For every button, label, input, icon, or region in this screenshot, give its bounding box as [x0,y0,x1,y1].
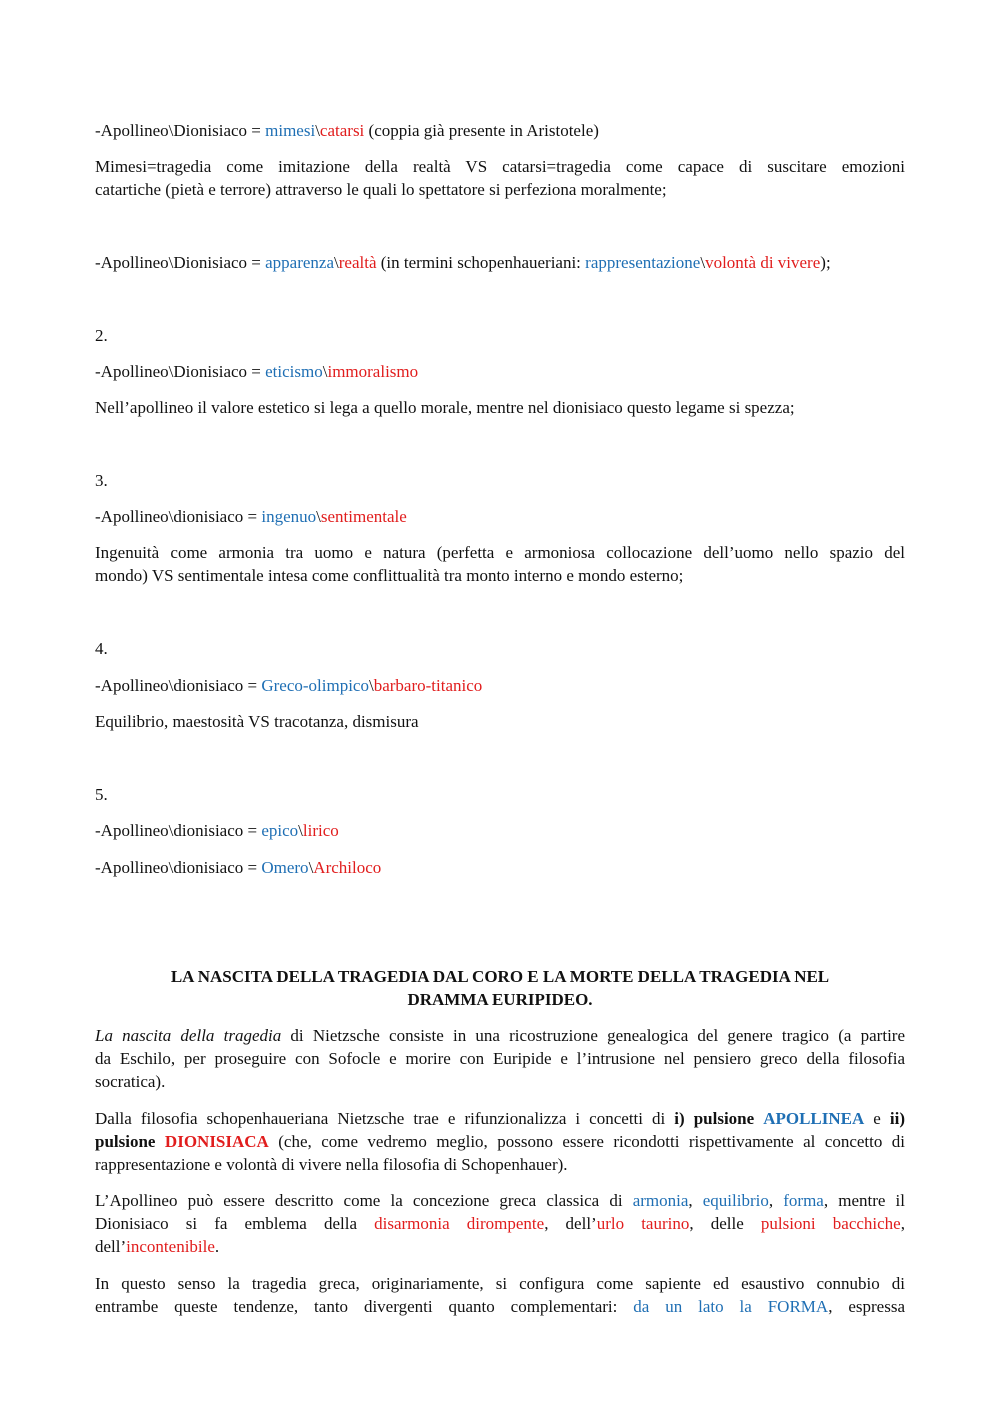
list-number-3: 3. [95,471,108,490]
book-title: La nascita della tragedia [95,1026,282,1045]
list-number-2: 2. [95,326,108,345]
term-catarsi: catarsi [319,121,365,140]
para1-line2: da Eschilo, per proseguire con Sofocle e morire con Euripide e l’intrusione nel pensiero greco della filosofia [95,1049,905,1068]
para1-line3: socratica). [95,1072,166,1091]
line-mimesi-catarsi: -Apollineo\Dionisiaco = mimesi\catarsi (coppia già presente in Aristotele) [95,121,599,140]
line-epico-lirico: -Apollineo\dionisiaco = epico\lirico [95,821,339,840]
para2-line1: Dalla filosofia schopenhaueriana Nietzsche trae e rifunzionalizza i concetti di i) pulsione APOLLINEA e ii) [95,1109,905,1128]
term-disarmonia: disarmonia dirompente [374,1214,545,1233]
term-rappresentazione: rappresentazione [585,253,701,272]
term-mimesi: mimesi [265,121,316,140]
term-archiloco: Archiloco [313,858,382,877]
term-barbaro-titanico: barbaro-titanico [373,676,483,695]
line-greco-barbaro: -Apollineo\dionisiaco = Greco-olimpico\barbaro-titanico [95,676,483,695]
term-forma: forma [783,1191,824,1210]
term-apollinea: APOLLINEA [763,1109,865,1128]
paragraph-ingenuita-line2: mondo) VS sentimentale intesa come conflittualità tra monto interno e mondo esterno; [95,566,684,585]
line-eticismo-immoralismo: -Apollineo\Dionisiaco = eticismo\immoralismo [95,362,419,381]
term-armonia: armonia [632,1191,689,1210]
term-apparenza: apparenza [265,253,335,272]
term-lirico: lirico [302,821,339,840]
term-equilibrio: equilibrio [702,1191,769,1210]
para3-line2: Dionisiaco si fa emblema della disarmonia dirompente, dell’urlo taurino, delle pulsioni bacchiche, [95,1214,905,1233]
para1-line1: La nascita della tragedia di Nietzsche consiste in una ricostruzione genealogica del genere tragico (a partire [95,1026,905,1045]
term-immoralismo: immoralismo [327,362,419,381]
line-ingenuo-sentimentale: -Apollineo\dionisiaco = ingenuo\sentimentale [95,507,407,526]
paragraph-mimesi-line1: Mimesi=tragedia come imitazione della realtà VS catarsi=tragedia come capace di suscitare emozioni [95,157,905,176]
para4-line1: In questo senso la tragedia greca, originariamente, si configura come sapiente ed esaustivo connubio di [95,1274,905,1293]
para3-line1: L’Apollineo può essere descritto come la concezione greca classica di armonia, equilibrio, forma, mentre il [95,1191,905,1210]
term-ingenuo: ingenuo [261,507,317,526]
para2-line3: rappresentazione e volontà di vivere nella filosofia di Schopenhauer). [95,1155,568,1174]
para4-line2: entrambe queste tendenze, tanto divergenti quanto complementari: da un lato la FORMA, espressa [95,1297,905,1316]
term-forma-upper: da un lato la FORMA [633,1297,829,1316]
term-epico: epico [261,821,299,840]
term-eticismo: eticismo [265,362,323,381]
para2-line2: pulsione DIONISIACA (che, come vedremo meglio, possono essere ricondotti rispettivamente al concetto di [95,1132,905,1151]
line-apparenza-realta: -Apollineo\Dionisiaco = apparenza\realtà (in termini schopenhaueriani: rappresentazione\volontà di vivere); [95,253,831,272]
paragraph-ingenuita-line1: Ingenuità come armonia tra uomo e natura (perfetta e armoniosa collocazione dell’uomo nello spazio del [95,543,905,562]
list-number-4: 4. [95,639,108,658]
term-incontenibile: incontenibile [126,1237,215,1256]
term-realta: realtà [338,253,377,272]
list-number-5: 5. [95,785,108,804]
term-greco-olimpico: Greco-olimpico [261,676,369,695]
paragraph-mimesi-line2: catartiche (pietà e terrore) attraverso le quali lo spettatore si perfeziona moralmente; [95,180,667,199]
term-pulsioni-bacchiche: pulsioni bacchiche [760,1214,901,1233]
term-urlo-taurino: urlo taurino [596,1214,690,1233]
term-sentimentale: sentimentale [320,507,407,526]
paragraph-equilibrio: Equilibrio, maestosità VS tracotanza, dismisura [95,712,419,731]
term-omero: Omero [261,858,309,877]
paragraph-apollineo-valore: Nell’apollineo il valore estetico si lega a quello morale, mentre nel dionisiaco questo legame si spezza; [95,398,795,417]
section-heading-line1: LA NASCITA DELLA TRAGEDIA DAL CORO E LA MORTE DELLA TRAGEDIA NEL [170,967,830,986]
para3-line3: dell’incontenibile. [95,1237,220,1256]
section-heading-line2: DRAMMA EURIPIDEO. [407,990,593,1009]
term-volonta: volontà di vivere [705,253,821,272]
line-omero-archiloco: -Apollineo\dionisiaco = Omero\Archiloco [95,858,382,877]
term-dionisiaca: DIONISIACA [164,1132,269,1151]
